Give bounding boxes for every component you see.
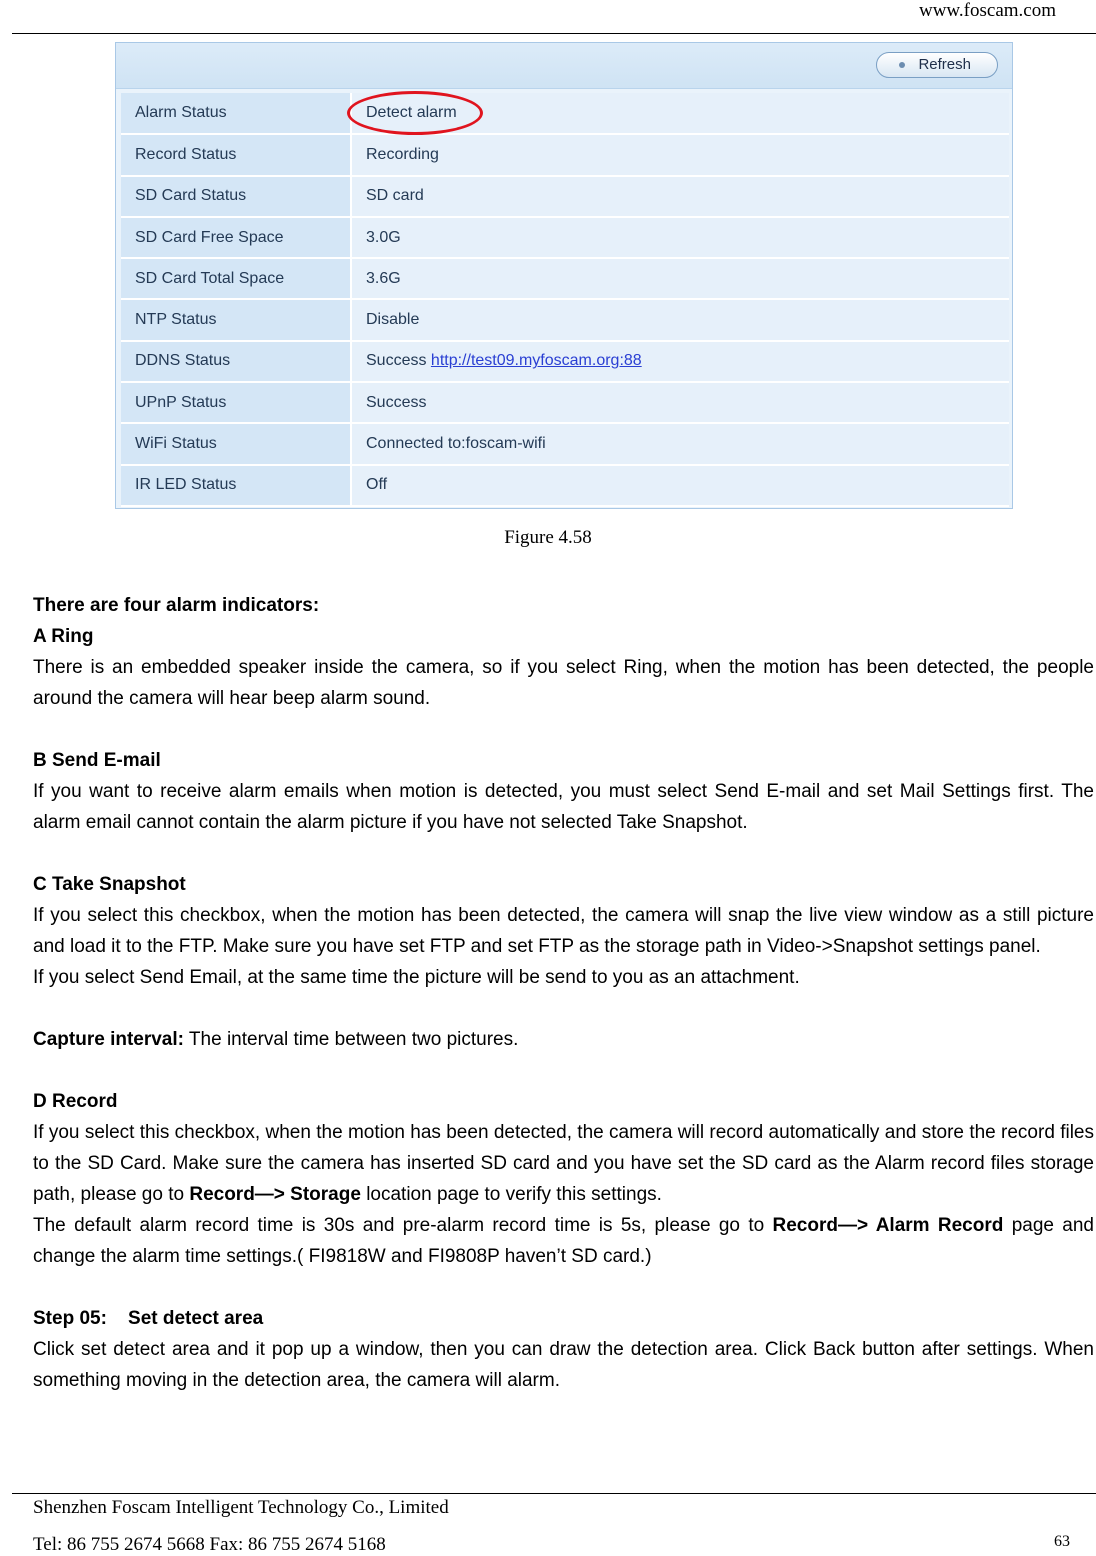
row-label: DDNS Status [121, 341, 351, 382]
row-label: SD Card Total Space [121, 258, 351, 299]
refresh-icon [899, 62, 905, 68]
table-row [121, 217, 1009, 258]
row-value: Connected to:foscam-wifi [351, 423, 1009, 464]
record-storage-path: Record—> Storage [189, 1184, 361, 1205]
section-b-heading: B Send E-mail [33, 750, 161, 771]
row-label: Alarm Status [121, 93, 351, 134]
table-row [121, 382, 1009, 423]
table-row [121, 134, 1009, 175]
row-value: Success [351, 382, 1009, 423]
page-number: 63 [1054, 1533, 1070, 1550]
section-b-text: If you want to receive alarm emails when motion is detected, you must select Send E-mail and set Mail Settings first. The alarm email cannot contain the alarm picture if you have not selected Take Snapshot. [33, 781, 1094, 833]
table-row [121, 258, 1009, 299]
row-label: WiFi Status [121, 423, 351, 464]
indicators-heading: There are four alarm indicators: [33, 595, 320, 616]
device-status-panel [115, 42, 1013, 509]
section-c-text-2: If you select Send Email, at the same time the picture will be send to you as an attachment. [33, 967, 800, 988]
status-table [121, 93, 1009, 507]
section-d-text-1: If you select this checkbox, when the motion has been detected, the camera will record automatically and store the record files to the SD Card. Make sure the camera has inserted SD card and you have set the SD card as the Alarm record files storage path, please go to [33, 1122, 1094, 1205]
row-value: Detect alarm [351, 93, 1009, 134]
section-c-heading: C Take Snapshot [33, 874, 186, 895]
table-row [121, 299, 1009, 340]
step-05-text: Click set detect area and it pop up a window, then you can draw the detection area. Click Back button after settings. When something moving in the detection area, the camera will alarm. [33, 1339, 1094, 1391]
table-row [121, 465, 1009, 506]
header-rule [12, 33, 1096, 34]
row-value: Recording [351, 134, 1009, 175]
footer-contact: Tel: 86 755 2674 5668 Fax: 86 755 2674 5168 [33, 1534, 386, 1555]
section-a-text: There is an embedded speaker inside the camera, so if you select Ring, when the motion has been detected, the people around the camera will hear beep alarm sound. [33, 657, 1094, 709]
section-c-text: If you select this checkbox, when the motion has been detected, the camera will snap the live view window as a still picture and load it to the FTP. Make sure you have set FTP and set FTP as the storage path in Video->Snapshot settings panel. [33, 905, 1094, 957]
capture-interval-text: The interval time between two pictures. [183, 1029, 519, 1050]
table-row [121, 93, 1009, 134]
row-label: NTP Status [121, 299, 351, 340]
section-d-text-3: The default alarm record time is 30s and pre-alarm record time is 5s, please go to [33, 1215, 773, 1236]
row-value: Off [351, 465, 1009, 506]
document-body [33, 590, 1094, 1396]
table-row [121, 341, 1009, 382]
highlight-circle [347, 91, 483, 135]
section-d-paragraph-2 [33, 1210, 1094, 1272]
row-label: IR LED Status [121, 465, 351, 506]
row-value: SD card [351, 176, 1009, 217]
section-d-text-2: location page to verify this settings. [360, 1184, 662, 1205]
refresh-label: Refresh [918, 56, 971, 73]
table-row [121, 423, 1009, 464]
section-d-paragraph-1 [33, 1117, 1094, 1210]
section-d-text-4: page and change the alarm time settings.( FI9818W and FI9808P haven’t SD card.) [33, 1215, 1094, 1267]
row-label: UPnP Status [121, 382, 351, 423]
section-d-heading: D Record [33, 1091, 118, 1112]
section-a-heading: A Ring [33, 626, 94, 647]
figure-caption: Figure 4.58 [504, 527, 592, 548]
row-value: 3.6G [351, 258, 1009, 299]
step-05-heading: Step 05: Set detect area [33, 1308, 264, 1329]
row-label: SD Card Status [121, 176, 351, 217]
table-row [121, 176, 1009, 217]
footer-rule [12, 1493, 1096, 1494]
ddns-status-text: Success [366, 352, 427, 370]
row-value [351, 341, 1009, 382]
ddns-link[interactable]: http://test09.myfoscam.org:88 [430, 352, 642, 370]
row-value: 3.0G [351, 217, 1009, 258]
refresh-button[interactable] [876, 52, 998, 78]
panel-toolbar [116, 43, 1012, 89]
capture-interval-label: Capture interval: [33, 1029, 184, 1050]
row-label: Record Status [121, 134, 351, 175]
footer-company: Shenzhen Foscam Intelligent Technology Co., Limited [33, 1497, 449, 1518]
row-label: SD Card Free Space [121, 217, 351, 258]
alarm-record-path: Record—> Alarm Record [772, 1215, 1004, 1236]
row-value: Disable [351, 299, 1009, 340]
header-url: www.foscam.com [918, 0, 1056, 21]
